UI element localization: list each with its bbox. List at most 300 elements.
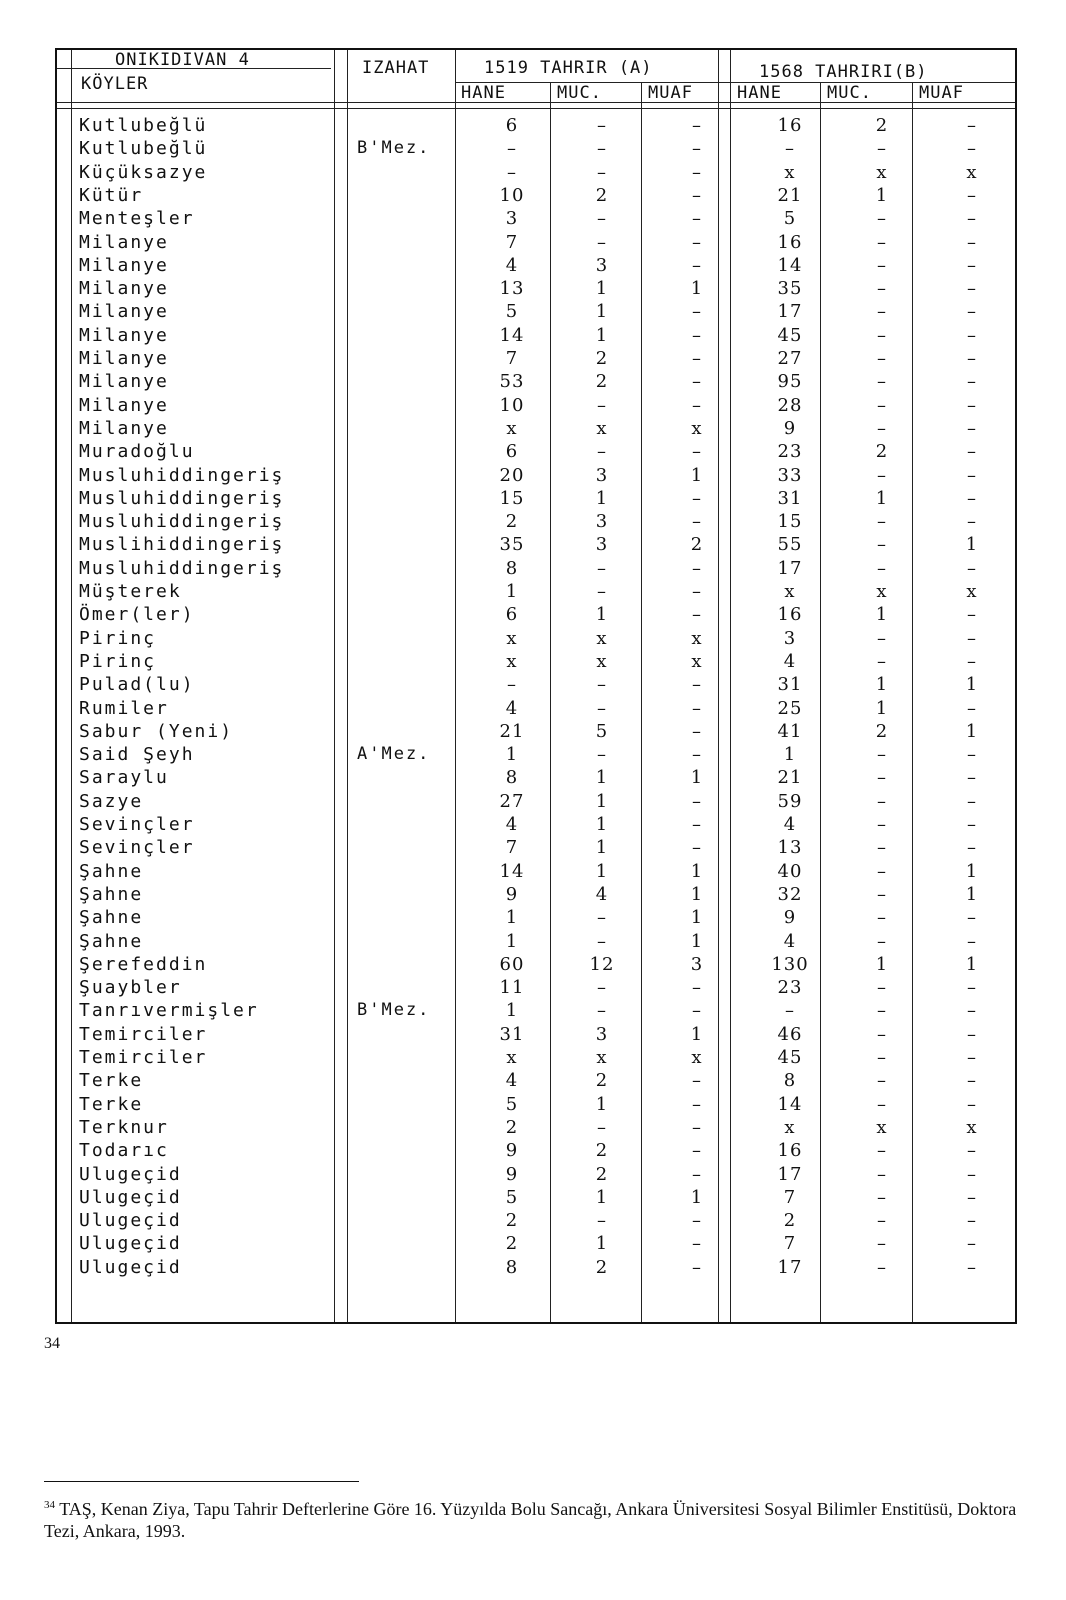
village-name: Milanye	[79, 371, 169, 393]
table-row	[57, 1024, 1019, 1047]
village-name: Ulugeçid	[79, 1233, 182, 1255]
b-hane-cell: 31	[777, 674, 803, 696]
a-muaf-cell: –	[692, 837, 702, 859]
a-muaf-cell: –	[692, 208, 702, 230]
a-hane-cell: 13	[499, 278, 525, 300]
b-hane-cell: –	[785, 1000, 795, 1022]
b-hane-cell: 21	[777, 767, 803, 789]
village-name: Pirinç	[79, 627, 157, 649]
a-hane-cell: 4	[505, 254, 519, 276]
b-muaf-cell: –	[967, 487, 977, 509]
a-hane-cell: –	[507, 161, 517, 183]
a-muc-cell: 3	[595, 254, 609, 276]
village-name: Terke	[79, 1093, 144, 1115]
a-hane-cell: 14	[499, 860, 525, 882]
a-muaf-cell: –	[692, 1116, 702, 1138]
b-hane-cell: 5	[783, 208, 797, 230]
table-row	[57, 791, 1019, 814]
izahat-header: IZAHAT	[362, 58, 430, 78]
a-muc-cell: –	[597, 581, 607, 602]
a-muc-cell: 1	[595, 790, 609, 812]
table-row	[57, 115, 1019, 138]
a-muaf-cell: –	[692, 1093, 702, 1115]
b-muaf-cell: –	[967, 511, 977, 533]
a-muc-cell: 1	[595, 1186, 609, 1208]
a-muc-cell: 2	[595, 1256, 609, 1278]
a-hane-cell: 4	[505, 814, 519, 835]
b-hane-cell: –	[785, 138, 795, 160]
table-row	[57, 255, 1019, 278]
b-hane-cell: 17	[777, 1163, 803, 1185]
village-name: Şahne	[79, 883, 144, 905]
b-hane-cell: 32	[777, 883, 803, 905]
a-muc-cell: 3	[595, 511, 609, 533]
a-hane-cell: 15	[499, 487, 525, 509]
table-row	[57, 1047, 1019, 1070]
a-muc-cell: 3	[595, 1023, 609, 1045]
b-muaf-cell: x	[966, 161, 978, 183]
b-muc-cell: 1	[875, 184, 889, 206]
table-row	[57, 884, 1019, 907]
izahat-cell: A'Mez.	[357, 744, 431, 765]
b-muc-cell: –	[877, 930, 887, 952]
a-muaf-cell: 1	[690, 1023, 704, 1045]
a-muaf-cell: x	[691, 627, 703, 649]
b-hane-cell: 21	[777, 184, 803, 206]
a-hane-cell: 31	[499, 1023, 525, 1045]
b-hane-cell: 95	[777, 371, 803, 393]
b-muaf-cell: –	[967, 627, 977, 649]
village-name: Tanrıvermişler	[79, 1000, 259, 1022]
a-muc-cell: 2	[595, 184, 609, 206]
b-muaf-cell: –	[967, 1140, 977, 1162]
a-hane-cell: 4	[505, 697, 519, 719]
village-name: Milanye	[79, 348, 169, 369]
a-muc-cell: –	[597, 208, 607, 230]
b-muaf-cell: –	[967, 278, 977, 300]
b-muc-cell: x	[876, 581, 888, 602]
a-muaf-cell: –	[692, 744, 702, 766]
village-name: Kütür	[79, 184, 144, 206]
a-muc-cell: 1	[595, 767, 609, 789]
table-row	[57, 488, 1019, 511]
village-name: Musluhiddingeriş	[79, 464, 285, 486]
a-hane-cell: 2	[505, 1210, 519, 1232]
b-hane-cell: 1	[783, 744, 797, 766]
a-hane-cell: 2	[505, 1116, 519, 1138]
a-muc-cell: –	[597, 394, 607, 416]
table-row	[57, 628, 1019, 651]
b-muaf-cell: –	[967, 930, 977, 952]
b-muaf-cell: 1	[965, 953, 979, 975]
table-row	[57, 744, 1019, 767]
b-muaf-cell: –	[967, 790, 977, 812]
b-muaf-cell: –	[967, 231, 977, 253]
b-hane-cell: x	[784, 1116, 796, 1138]
village-name: Ulugeçid	[79, 1210, 182, 1232]
village-name: Musluhiddingeriş	[79, 511, 285, 533]
a-muc-cell: 3	[595, 464, 609, 486]
a-hane-cell: 7	[505, 348, 519, 369]
b-hane-cell: 40	[777, 860, 803, 882]
a-muaf-cell: 2	[690, 534, 704, 556]
group-b-header: 1568 TAHRIRI(B)	[759, 62, 928, 82]
b-muaf-cell: –	[967, 348, 977, 369]
table-row	[57, 954, 1019, 977]
a-muaf-cell: –	[692, 581, 702, 602]
a-muc-cell: 1	[595, 1233, 609, 1255]
a-muc-cell: 1	[595, 860, 609, 882]
b-muc-cell: –	[877, 557, 887, 579]
table-row	[57, 581, 1019, 604]
a-hane-cell: 10	[499, 394, 525, 416]
table-rule	[57, 108, 1015, 109]
b-muc-cell: –	[877, 1210, 887, 1232]
a-muaf-cell: –	[692, 790, 702, 812]
b-hane-cell: 28	[777, 394, 803, 416]
b-muc-cell: 1	[875, 697, 889, 719]
a-muaf-cell: –	[692, 301, 702, 323]
b-muc-cell: –	[877, 254, 887, 276]
b-muaf-cell: –	[967, 557, 977, 579]
b-hane-header: HANE	[737, 83, 782, 103]
a-muaf-cell: –	[692, 511, 702, 533]
b-muc-cell: 1	[875, 487, 889, 509]
b-muc-cell: –	[877, 1047, 887, 1068]
village-name: Musluhiddingeriş	[79, 487, 285, 509]
b-muaf-cell: 1	[965, 883, 979, 905]
b-hane-cell: 35	[777, 278, 803, 300]
a-muc-cell: 1	[595, 604, 609, 626]
village-name: Kutlubeğlü	[79, 138, 208, 160]
village-register-table	[55, 48, 1017, 1324]
table-row	[57, 185, 1019, 208]
b-hane-cell: x	[784, 161, 796, 183]
b-hane-cell: 3	[783, 627, 797, 649]
a-muc-cell: –	[597, 161, 607, 183]
a-muaf-cell: –	[692, 441, 702, 463]
a-muaf-cell: 1	[690, 860, 704, 882]
b-hane-cell: 41	[777, 720, 803, 742]
b-hane-cell: 45	[777, 324, 803, 346]
b-muaf-cell: –	[967, 907, 977, 929]
a-muc-header: MUC.	[557, 83, 602, 103]
table-row	[57, 208, 1019, 231]
b-muc-cell: –	[877, 208, 887, 230]
table-row	[57, 907, 1019, 930]
village-name: Şahne	[79, 860, 144, 882]
table-row	[57, 1187, 1019, 1210]
b-hane-cell: 2	[783, 1210, 797, 1232]
b-hane-cell: 7	[783, 1186, 797, 1208]
a-muaf-cell: x	[691, 417, 703, 439]
b-muc-cell: –	[877, 278, 887, 300]
b-muaf-cell: 1	[965, 534, 979, 556]
b-hane-cell: 16	[777, 1140, 803, 1162]
b-hane-cell: 4	[783, 930, 797, 952]
a-muc-cell: 12	[589, 953, 615, 975]
b-muaf-cell: x	[966, 1116, 978, 1138]
b-muc-cell: –	[877, 1186, 887, 1208]
b-muaf-cell: x	[966, 581, 978, 602]
a-muc-cell: –	[597, 1210, 607, 1232]
b-hane-cell: 45	[777, 1047, 803, 1068]
table-row	[57, 371, 1019, 394]
a-muc-cell: –	[597, 441, 607, 463]
a-muaf-cell: –	[692, 674, 702, 696]
table-row	[57, 511, 1019, 534]
a-hane-cell: 2	[505, 511, 519, 533]
a-hane-cell: 1	[505, 744, 519, 766]
b-muc-cell: –	[877, 627, 887, 649]
b-muaf-cell: –	[967, 1233, 977, 1255]
a-muaf-cell: –	[692, 138, 702, 160]
b-muc-cell: –	[877, 860, 887, 882]
b-hane-cell: 59	[777, 790, 803, 812]
b-muc-cell: –	[877, 977, 887, 999]
b-muc-cell: 1	[875, 953, 889, 975]
a-muc-cell: –	[597, 138, 607, 160]
a-muc-cell: 3	[595, 534, 609, 556]
b-hane-cell: 14	[777, 254, 803, 276]
a-muaf-cell: 1	[690, 883, 704, 905]
a-muaf-cell: –	[692, 720, 702, 742]
a-hane-cell: 11	[499, 977, 525, 999]
b-muc-cell: –	[877, 464, 887, 486]
b-muaf-cell: –	[967, 1000, 977, 1022]
village-name: Kutlubeğlü	[79, 115, 208, 136]
a-muaf-cell: –	[692, 394, 702, 416]
a-muc-cell: –	[597, 977, 607, 999]
b-muc-header: MUC.	[827, 83, 872, 103]
b-hane-cell: 16	[777, 115, 803, 136]
village-name: Şahne	[79, 930, 144, 952]
table-row	[57, 441, 1019, 464]
b-muaf-cell: –	[967, 1093, 977, 1115]
a-muc-cell: 1	[595, 324, 609, 346]
table-row	[57, 651, 1019, 674]
b-muc-cell: x	[876, 161, 888, 183]
table-row	[57, 232, 1019, 255]
a-hane-cell: 6	[505, 441, 519, 463]
b-muc-cell: –	[877, 744, 887, 766]
b-muaf-cell: –	[967, 115, 977, 136]
table-row	[57, 162, 1019, 185]
village-name: Temirciler	[79, 1047, 208, 1068]
b-muaf-cell: –	[967, 301, 977, 323]
a-muaf-cell: –	[692, 557, 702, 579]
a-hane-cell: x	[506, 417, 518, 439]
b-hane-cell: 33	[777, 464, 803, 486]
a-hane-cell: –	[507, 138, 517, 160]
a-muc-cell: x	[596, 1047, 608, 1068]
b-hane-cell: 25	[777, 697, 803, 719]
b-hane-cell: 130	[771, 953, 809, 975]
a-muaf-cell: –	[692, 231, 702, 253]
a-hane-cell: 1	[505, 1000, 519, 1022]
b-hane-cell: 17	[777, 1256, 803, 1278]
village-name: Ömer(ler)	[79, 604, 195, 626]
b-muc-cell: –	[877, 371, 887, 393]
village-name: Şahne	[79, 907, 144, 929]
b-muaf-cell: –	[967, 1163, 977, 1185]
b-hane-cell: 14	[777, 1093, 803, 1115]
a-muaf-cell: –	[692, 487, 702, 509]
village-name: Muradoğlu	[79, 441, 195, 463]
village-name: Todarıc	[79, 1140, 169, 1162]
village-name: Terke	[79, 1070, 144, 1092]
a-muaf-cell: 1	[690, 907, 704, 929]
b-muaf-cell: –	[967, 441, 977, 463]
b-muc-cell: –	[877, 1140, 887, 1162]
b-muc-cell: –	[877, 837, 887, 859]
b-hane-cell: 7	[783, 1233, 797, 1255]
b-muc-cell: –	[877, 1093, 887, 1115]
b-muc-cell: –	[877, 534, 887, 556]
a-muc-cell: 2	[595, 371, 609, 393]
a-hane-cell: 8	[505, 1256, 519, 1278]
table-row	[57, 534, 1019, 557]
b-muaf-cell: –	[967, 744, 977, 766]
b-muc-cell: –	[877, 767, 887, 789]
a-hane-cell: 6	[505, 115, 519, 136]
b-muc-cell: 1	[875, 604, 889, 626]
a-hane-cell: 1	[505, 581, 519, 602]
village-name: Muslihiddingeriş	[79, 534, 285, 556]
b-hane-cell: 46	[777, 1023, 803, 1045]
village-name: Milanye	[79, 417, 169, 439]
a-muaf-cell: 1	[690, 1186, 704, 1208]
a-hane-cell: 21	[499, 720, 525, 742]
a-muaf-cell: –	[692, 115, 702, 136]
a-muaf-cell: –	[692, 697, 702, 719]
b-muaf-cell: –	[967, 1047, 977, 1068]
a-muaf-cell: –	[692, 1000, 702, 1022]
a-muc-cell: –	[597, 930, 607, 952]
b-muc-cell: –	[877, 231, 887, 253]
b-muc-cell: –	[877, 1256, 887, 1278]
a-muc-cell: 5	[595, 720, 609, 742]
b-hane-cell: 15	[777, 511, 803, 533]
b-muaf-cell: –	[967, 1256, 977, 1278]
b-muaf-cell: –	[967, 814, 977, 835]
a-muc-cell: –	[597, 557, 607, 579]
a-muc-cell: –	[597, 674, 607, 696]
a-muaf-cell: 3	[690, 953, 704, 975]
b-muaf-cell: –	[967, 184, 977, 206]
village-name: Şerefeddin	[79, 953, 208, 975]
b-muaf-cell: –	[967, 324, 977, 346]
a-hane-cell: 27	[499, 790, 525, 812]
village-name: Sazye	[79, 790, 144, 812]
a-muc-cell: 1	[595, 487, 609, 509]
b-muaf-cell: –	[967, 138, 977, 160]
a-muaf-cell: –	[692, 977, 702, 999]
village-name: Menteşler	[79, 208, 195, 230]
a-muc-cell: 4	[595, 883, 609, 905]
a-muaf-cell: –	[692, 1233, 702, 1255]
village-name: Sevinçler	[79, 814, 195, 835]
a-hane-cell: 1	[505, 930, 519, 952]
a-muaf-cell: –	[692, 604, 702, 626]
b-hane-cell: 27	[777, 348, 803, 369]
table-row	[57, 721, 1019, 744]
table-row	[57, 861, 1019, 884]
a-hane-cell: 1	[505, 907, 519, 929]
b-muaf-cell: –	[967, 650, 977, 672]
table-title: ONIKIDIVAN 4	[115, 50, 250, 70]
village-name: Terknur	[79, 1116, 169, 1138]
a-hane-cell: 8	[505, 767, 519, 789]
a-hane-cell: 7	[505, 231, 519, 253]
village-name: Milanye	[79, 394, 169, 416]
b-muc-cell: –	[877, 394, 887, 416]
a-hane-cell: 6	[505, 604, 519, 626]
b-muc-cell: –	[877, 301, 887, 323]
a-muaf-cell: x	[691, 650, 703, 672]
village-name: Milanye	[79, 301, 169, 323]
b-hane-cell: x	[784, 581, 796, 602]
group-a-header: 1519 TAHRIR (A)	[484, 58, 653, 78]
a-muaf-header: MUAF	[648, 83, 693, 103]
b-muaf-cell: –	[967, 464, 977, 486]
b-muc-cell: –	[877, 324, 887, 346]
a-muc-cell: 1	[595, 1093, 609, 1115]
a-hane-cell: 9	[505, 1163, 519, 1185]
b-muc-cell: x	[876, 1116, 888, 1138]
b-hane-cell: 55	[777, 534, 803, 556]
page-number: 34	[44, 1335, 60, 1352]
a-hane-cell: 35	[499, 534, 525, 556]
village-name: Pulad(lu)	[79, 674, 195, 696]
a-muaf-cell: –	[692, 371, 702, 393]
a-hane-cell: x	[506, 1047, 518, 1068]
a-hane-cell: 3	[505, 208, 519, 230]
b-hane-cell: 9	[783, 907, 797, 929]
table-row	[57, 1000, 1019, 1023]
b-hane-cell: 17	[777, 557, 803, 579]
table-row	[57, 1210, 1019, 1233]
b-muc-cell: 2	[875, 720, 889, 742]
a-muc-cell: 1	[595, 814, 609, 835]
b-muaf-cell: –	[967, 1186, 977, 1208]
b-hane-cell: 13	[777, 837, 803, 859]
b-hane-cell: 8	[783, 1070, 797, 1092]
b-muc-cell: –	[877, 650, 887, 672]
table-row	[57, 278, 1019, 301]
villages-header: KÖYLER	[81, 74, 149, 94]
a-muaf-cell: –	[692, 348, 702, 369]
a-hane-cell: 9	[505, 883, 519, 905]
a-muaf-cell: –	[692, 1256, 702, 1278]
a-hane-cell: 60	[499, 953, 525, 975]
b-muaf-cell: –	[967, 604, 977, 626]
a-muc-cell: –	[597, 231, 607, 253]
village-name: Rumiler	[79, 697, 169, 719]
village-name: Milanye	[79, 231, 169, 253]
b-muc-cell: –	[877, 907, 887, 929]
b-muc-cell: –	[877, 1233, 887, 1255]
b-muaf-cell: –	[967, 1210, 977, 1232]
a-muc-cell: –	[597, 1000, 607, 1022]
a-muc-cell: x	[596, 627, 608, 649]
a-muc-cell: x	[596, 650, 608, 672]
b-muaf-cell: –	[967, 394, 977, 416]
table-row	[57, 837, 1019, 860]
table-row	[57, 1117, 1019, 1140]
b-hane-cell: 31	[777, 487, 803, 509]
table-row	[57, 814, 1019, 837]
